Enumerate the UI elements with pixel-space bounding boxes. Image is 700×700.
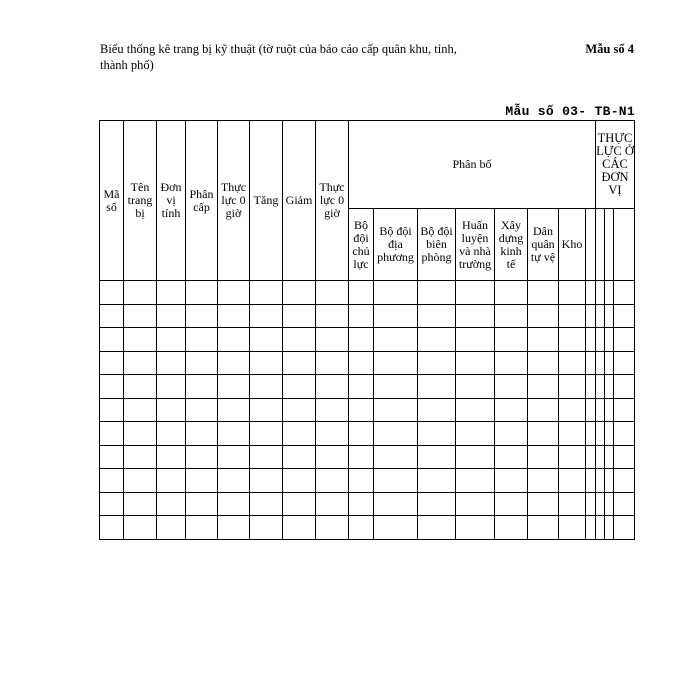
table-cell — [528, 281, 559, 305]
table-cell — [559, 351, 586, 375]
table-cell — [100, 281, 124, 305]
table-cell — [586, 445, 596, 469]
table-cell — [528, 351, 559, 375]
table-cell — [456, 422, 495, 446]
table-cell — [559, 516, 586, 540]
table-cell — [374, 422, 418, 446]
equipment-statistics-table — [99, 120, 635, 540]
table-cell — [186, 469, 218, 493]
table-cell — [250, 281, 283, 305]
table-cell — [316, 351, 349, 375]
table-cell — [316, 492, 349, 516]
table-cell — [495, 469, 528, 493]
col-header-thuc-luc-0-gio: Thực lực 0 giờ — [218, 121, 250, 281]
table-cell — [374, 304, 418, 328]
table-cell — [495, 375, 528, 399]
table-cell — [157, 422, 186, 446]
table-cell — [418, 516, 456, 540]
table-cell — [186, 281, 218, 305]
sub-header-blank — [586, 209, 596, 281]
table-row — [100, 351, 635, 375]
table-cell — [124, 398, 157, 422]
table-cell — [528, 492, 559, 516]
sub-header-bo-doi-bien-phong: Bộ đội biên phòng — [418, 209, 456, 281]
table-cell — [418, 422, 456, 446]
table-cell — [596, 492, 605, 516]
table-cell — [596, 469, 605, 493]
table-cell — [614, 328, 635, 352]
table-cell — [418, 375, 456, 399]
table-cell — [186, 328, 218, 352]
table-cell — [418, 304, 456, 328]
table-row — [100, 422, 635, 446]
table-cell — [349, 445, 374, 469]
table-cell — [283, 351, 316, 375]
table-cell — [250, 492, 283, 516]
table-cell — [586, 516, 596, 540]
table-cell — [283, 375, 316, 399]
table-cell — [596, 328, 605, 352]
table-cell — [349, 281, 374, 305]
table-cell — [283, 422, 316, 446]
table-cell — [559, 281, 586, 305]
table-cell — [186, 516, 218, 540]
table-cell — [124, 469, 157, 493]
table-cell — [374, 398, 418, 422]
table-cell — [100, 398, 124, 422]
table-cell — [495, 304, 528, 328]
table-cell — [559, 398, 586, 422]
table-cell — [124, 445, 157, 469]
table-cell — [614, 351, 635, 375]
table-cell — [559, 445, 586, 469]
table-cell — [528, 445, 559, 469]
col-header-thuc-luc-0-gio-end: Thực lực 0 giờ — [316, 121, 349, 281]
table-cell — [374, 351, 418, 375]
table-cell — [349, 328, 374, 352]
table-cell — [495, 422, 528, 446]
table-row — [100, 304, 635, 328]
table-cell — [124, 351, 157, 375]
table-cell — [218, 445, 250, 469]
table-cell — [596, 398, 605, 422]
table-cell — [586, 398, 596, 422]
table-cell — [316, 469, 349, 493]
table-cell — [316, 422, 349, 446]
table-row — [100, 492, 635, 516]
table-cell — [495, 516, 528, 540]
table-row — [100, 516, 635, 540]
table-cell — [283, 281, 316, 305]
table-cell — [605, 422, 614, 446]
table-cell — [614, 445, 635, 469]
table-cell — [186, 351, 218, 375]
table-cell — [218, 281, 250, 305]
sub-header-bo-doi-dia-phuong: Bộ đội địa phương — [374, 209, 418, 281]
table-cell — [218, 492, 250, 516]
table-cell — [456, 328, 495, 352]
table-cell — [456, 351, 495, 375]
table-cell — [495, 328, 528, 352]
table-cell — [186, 445, 218, 469]
table-cell — [614, 492, 635, 516]
table-cell — [596, 281, 605, 305]
table-cell — [349, 469, 374, 493]
form-number-label: Mẫu số 4 — [585, 42, 634, 56]
table-cell — [614, 375, 635, 399]
sub-header-unit-3 — [614, 209, 635, 281]
table-cell — [186, 375, 218, 399]
table-cell — [157, 351, 186, 375]
table-cell — [456, 304, 495, 328]
table-cell — [157, 304, 186, 328]
table-body — [100, 281, 635, 540]
table-row — [100, 445, 635, 469]
table-cell — [124, 328, 157, 352]
table-cell — [157, 328, 186, 352]
col-header-thuc-luc-cac-don-vi: THỰC LỰC Ở CÁC ĐƠN VỊ — [596, 121, 635, 209]
table-cell — [614, 469, 635, 493]
table-cell — [349, 351, 374, 375]
table-cell — [250, 304, 283, 328]
table-cell — [528, 375, 559, 399]
table-cell — [456, 398, 495, 422]
form-title: Biểu thống kê trang bị kỹ thuật (tờ ruột của báo cáo cấp quân khu, tỉnh, thành phố) — [100, 42, 457, 72]
table-cell — [605, 304, 614, 328]
table-cell — [418, 469, 456, 493]
table-cell — [586, 304, 596, 328]
table-cell — [596, 351, 605, 375]
table-cell — [596, 516, 605, 540]
table-cell — [586, 492, 596, 516]
table-cell — [596, 304, 605, 328]
table-cell — [495, 351, 528, 375]
table-cell — [124, 422, 157, 446]
table-cell — [528, 469, 559, 493]
table-cell — [528, 304, 559, 328]
col-header-don-vi-tinh: Đơn vị tính — [157, 121, 186, 281]
table-cell — [100, 516, 124, 540]
table-cell — [157, 398, 186, 422]
table-cell — [218, 469, 250, 493]
table-cell — [349, 422, 374, 446]
table-cell — [614, 281, 635, 305]
sub-header-xay-dung-kinh-te: Xây dựng kinh tế — [495, 209, 528, 281]
table-cell — [495, 398, 528, 422]
table-cell — [528, 328, 559, 352]
table-cell — [100, 351, 124, 375]
table-cell — [157, 516, 186, 540]
table-cell — [283, 492, 316, 516]
table-row — [100, 398, 635, 422]
table-cell — [349, 492, 374, 516]
table-cell — [157, 281, 186, 305]
table-cell — [596, 445, 605, 469]
col-header-phan-bo: Phân bố — [349, 121, 596, 209]
table-cell — [605, 445, 614, 469]
table-cell — [596, 422, 605, 446]
table-cell — [614, 422, 635, 446]
table-cell — [456, 516, 495, 540]
col-header-phan-cap: Phân cấp — [186, 121, 218, 281]
table-cell — [605, 281, 614, 305]
table-cell — [250, 328, 283, 352]
table-cell — [586, 469, 596, 493]
table-cell — [614, 516, 635, 540]
table-cell — [250, 516, 283, 540]
table-cell — [559, 422, 586, 446]
table-cell — [456, 281, 495, 305]
table-cell — [559, 304, 586, 328]
table-cell — [100, 328, 124, 352]
table-cell — [456, 492, 495, 516]
table-cell — [605, 516, 614, 540]
table-cell — [124, 281, 157, 305]
table-cell — [218, 304, 250, 328]
table-cell — [283, 469, 316, 493]
table-cell — [124, 375, 157, 399]
sub-header-dan-quan-tu-ve: Dân quân tự vệ — [528, 209, 559, 281]
table-cell — [100, 375, 124, 399]
table-cell — [218, 351, 250, 375]
table-cell — [559, 375, 586, 399]
table-cell — [418, 398, 456, 422]
table-cell — [218, 328, 250, 352]
table-cell — [157, 492, 186, 516]
table-cell — [528, 516, 559, 540]
table-cell — [316, 304, 349, 328]
table-cell — [124, 492, 157, 516]
table-row — [100, 281, 635, 305]
sub-header-kho: Kho — [559, 209, 586, 281]
table-cell — [605, 328, 614, 352]
table-cell — [283, 304, 316, 328]
table-cell — [316, 375, 349, 399]
table-cell — [495, 281, 528, 305]
table-cell — [218, 516, 250, 540]
table-cell — [100, 445, 124, 469]
table-cell — [495, 492, 528, 516]
col-header-ma-so: Mã số — [100, 121, 124, 281]
table-cell — [586, 328, 596, 352]
table-cell — [316, 328, 349, 352]
table-cell — [418, 328, 456, 352]
table-cell — [186, 398, 218, 422]
table-cell — [605, 351, 614, 375]
table-cell — [283, 516, 316, 540]
table-cell — [349, 398, 374, 422]
table-cell — [100, 304, 124, 328]
table-cell — [374, 469, 418, 493]
table-cell — [528, 422, 559, 446]
table-cell — [614, 398, 635, 422]
sub-header-unit-2 — [605, 209, 614, 281]
table-cell — [157, 375, 186, 399]
table-cell — [456, 469, 495, 493]
form-code-label: Mẫu số 03- TB-N1 — [505, 104, 635, 119]
table-row — [100, 469, 635, 493]
table-cell — [250, 469, 283, 493]
table-cell — [418, 445, 456, 469]
table-cell — [349, 516, 374, 540]
table-cell — [586, 422, 596, 446]
table-cell — [316, 516, 349, 540]
table-cell — [586, 281, 596, 305]
table-cell — [250, 375, 283, 399]
table-cell — [218, 422, 250, 446]
table-cell — [186, 492, 218, 516]
table-cell — [157, 469, 186, 493]
table-cell — [250, 422, 283, 446]
table-cell — [316, 281, 349, 305]
table-cell — [374, 375, 418, 399]
table-cell — [605, 398, 614, 422]
table-cell — [586, 351, 596, 375]
table-cell — [418, 351, 456, 375]
table-cell — [559, 469, 586, 493]
table-cell — [157, 445, 186, 469]
table-row — [100, 375, 635, 399]
table-cell — [250, 351, 283, 375]
table-cell — [374, 328, 418, 352]
table-cell — [528, 398, 559, 422]
table-cell — [250, 398, 283, 422]
table-cell — [124, 304, 157, 328]
table-cell — [349, 304, 374, 328]
table-cell — [605, 469, 614, 493]
table-cell — [456, 375, 495, 399]
table-cell — [218, 398, 250, 422]
table-cell — [316, 445, 349, 469]
table-cell — [186, 422, 218, 446]
table-cell — [559, 492, 586, 516]
table-cell — [250, 445, 283, 469]
table-cell — [283, 398, 316, 422]
table-cell — [186, 304, 218, 328]
table-cell — [374, 281, 418, 305]
table-cell — [100, 492, 124, 516]
table-cell — [605, 492, 614, 516]
table-cell — [316, 398, 349, 422]
table-cell — [605, 375, 614, 399]
table-cell — [374, 492, 418, 516]
table-cell — [614, 304, 635, 328]
table-cell — [596, 375, 605, 399]
table-cell — [124, 516, 157, 540]
table-cell — [283, 445, 316, 469]
table-cell — [418, 492, 456, 516]
sub-header-huan-luyen-nha-truong: Huấn luyện và nhà trường — [456, 209, 495, 281]
table-cell — [349, 375, 374, 399]
table-cell — [559, 328, 586, 352]
col-header-giam: Giảm — [283, 121, 316, 281]
sub-header-unit-1 — [596, 209, 605, 281]
col-header-ten-trang-bi: Tên trang bị — [124, 121, 157, 281]
table-cell — [283, 328, 316, 352]
table-row — [100, 328, 635, 352]
table-cell — [218, 375, 250, 399]
table-cell — [374, 445, 418, 469]
sub-header-bo-doi-chu-luc: Bộ đội chủ lực — [349, 209, 374, 281]
table-cell — [495, 445, 528, 469]
table-cell — [456, 445, 495, 469]
col-header-tang: Tăng — [250, 121, 283, 281]
table-cell — [418, 281, 456, 305]
table-cell — [100, 469, 124, 493]
table-cell — [100, 422, 124, 446]
table-cell — [586, 375, 596, 399]
table-cell — [374, 516, 418, 540]
